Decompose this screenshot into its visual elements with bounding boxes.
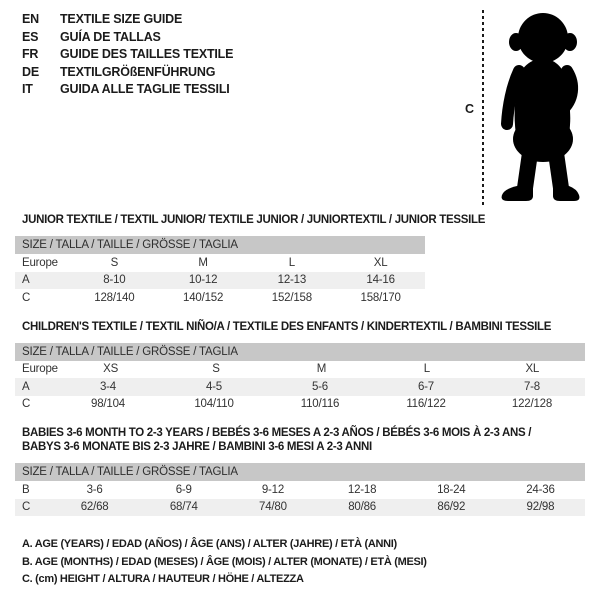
age-cell: 12-13 [277,274,307,287]
size-cell: XS [103,363,119,376]
height-cell: 152/158 [271,291,312,304]
row-label: B [22,483,30,496]
row-label: Europe [22,363,58,376]
guide-title: GUIDE DES TAILLES TEXTILE [60,47,234,62]
guide-title: TEXTILE SIZE GUIDE [60,12,183,26]
age-cell: 10-12 [188,274,218,287]
table-row [15,361,585,379]
age-cell: 18-24 [437,483,466,496]
table-row [15,378,585,396]
size-cell: M [198,256,208,269]
size-cell: XL [373,256,388,269]
section-title-junior: JUNIOR TEXTILE / TEXTIL JUNIOR/ TEXTILE JUNIOR / JUNIORTEXTIL / JUNIOR TESSILE [22,214,486,226]
size-cell: S [212,363,220,376]
guide-title: GUIDA ALLE TAGLIE TESSILI [60,82,230,97]
table-row [15,289,425,307]
height-dashed-line [482,10,484,208]
row-label: A [22,380,30,393]
height-cell: 86/92 [437,501,466,514]
language-row-es [22,29,233,47]
height-cell: 92/98 [526,501,555,514]
table-row [15,396,585,414]
language-code: EN [22,12,39,26]
section-title-children: CHILDREN'S TEXTILE / TEXTIL NIÑO/A / TEXTILE DES ENFANTS / KINDERTEXTIL / BAMBINI TESSILE [22,320,552,333]
footnote-height-cm: C. (cm) HEIGHT / ALTURA / HAUTEUR / HÖHE / ALTEZZA [22,573,304,585]
height-cell: 116/122 [406,398,446,411]
children-size-table [15,343,585,414]
table-row [15,272,425,290]
age-cell: 3-4 [99,380,117,393]
size-cell: L [288,256,295,269]
height-cell: 80/86 [348,501,376,514]
height-measure-label: C [464,102,474,116]
language-row-fr [22,46,233,64]
language-row-it [22,81,233,99]
legend-footnotes [22,536,585,589]
row-label: C [22,291,31,304]
size-header-bar: SIZE / TALLA / TAILLE / GRÖSSE / TAGLIA [15,343,585,361]
language-row-en [22,11,233,29]
age-cell: 6-9 [175,483,192,496]
age-cell: 6-7 [417,380,435,393]
age-cell: 7-8 [523,380,541,393]
row-label: C [22,398,31,411]
age-cell: 4-5 [205,380,223,393]
table-row [15,254,425,272]
junior-size-table [15,236,425,307]
guide-title: GUÍA DE TALLAS [60,29,161,44]
row-label: A [22,274,30,287]
footnote-age-months: B. AGE (MONTHS) / EDAD (MESES) / ÂGE (MOIS) / ALTER (MONATE) / ETÀ (MESI) [22,555,427,568]
language-code: ES [22,29,39,44]
height-cell: 110/116 [300,398,340,411]
language-code: DE [22,64,39,79]
age-cell: 14-16 [366,274,395,287]
size-cell: L [423,363,430,376]
size-header-bar: SIZE / TALLA / TAILLE / GRÖSSE / TAGLIA [15,236,425,254]
height-cell: 158/170 [360,291,401,304]
age-cell: 3-6 [86,483,103,496]
table-row [15,481,585,499]
table-row [15,499,585,517]
babies-size-table [15,463,585,516]
baby-silhouette-icon [488,8,592,210]
footnote-age-years: A. AGE (YEARS) / EDAD (AÑOS) / ÂGE (ANS) / ALTER (JAHRE) / ETÀ (ANNI) [22,538,397,550]
height-cell: 62/68 [80,501,109,514]
size-cell: M [316,363,327,376]
section-title-babies: BABIES 3-6 MONTH TO 2-3 YEARS / BEBÉS 3-6 MESES A 2-3 AÑOS / BÉBÉS 3-6 MOIS À 2-3 ANS / BABYS 3-6 MONATE BIS 2-3 JAHRE / BAMBINI 3-6 MESI A 2-3 ANNI [22,427,532,453]
height-cell: 122/128 [511,398,553,411]
height-cell: 74/80 [259,501,287,514]
size-cell: XL [525,363,540,376]
row-label: Europe [22,256,58,269]
language-code: IT [22,82,33,97]
language-code: FR [22,47,39,62]
size-guide-sections [15,213,585,589]
age-cell: 12-18 [347,483,377,496]
baby-height-figure [465,6,592,212]
age-cell: 5-6 [311,380,329,393]
size-cell: S [110,256,119,269]
height-cell: 68/74 [169,501,198,514]
height-cell: 98/104 [91,398,125,411]
height-cell: 104/110 [194,398,234,411]
age-cell: 8-10 [103,274,126,287]
guide-title: TEXTILGRÖßENFÜHRUNG [60,64,216,79]
age-cell: 24-36 [526,483,555,496]
height-cell: 128/140 [94,291,135,304]
language-title-list [22,11,233,99]
row-label: C [22,501,31,514]
height-cell: 140/152 [183,291,224,304]
language-row-de [22,64,233,82]
size-header-bar: SIZE / TALLA / TAILLE / GRÖSSE / TAGLIA [15,463,585,481]
age-cell: 9-12 [261,483,285,496]
